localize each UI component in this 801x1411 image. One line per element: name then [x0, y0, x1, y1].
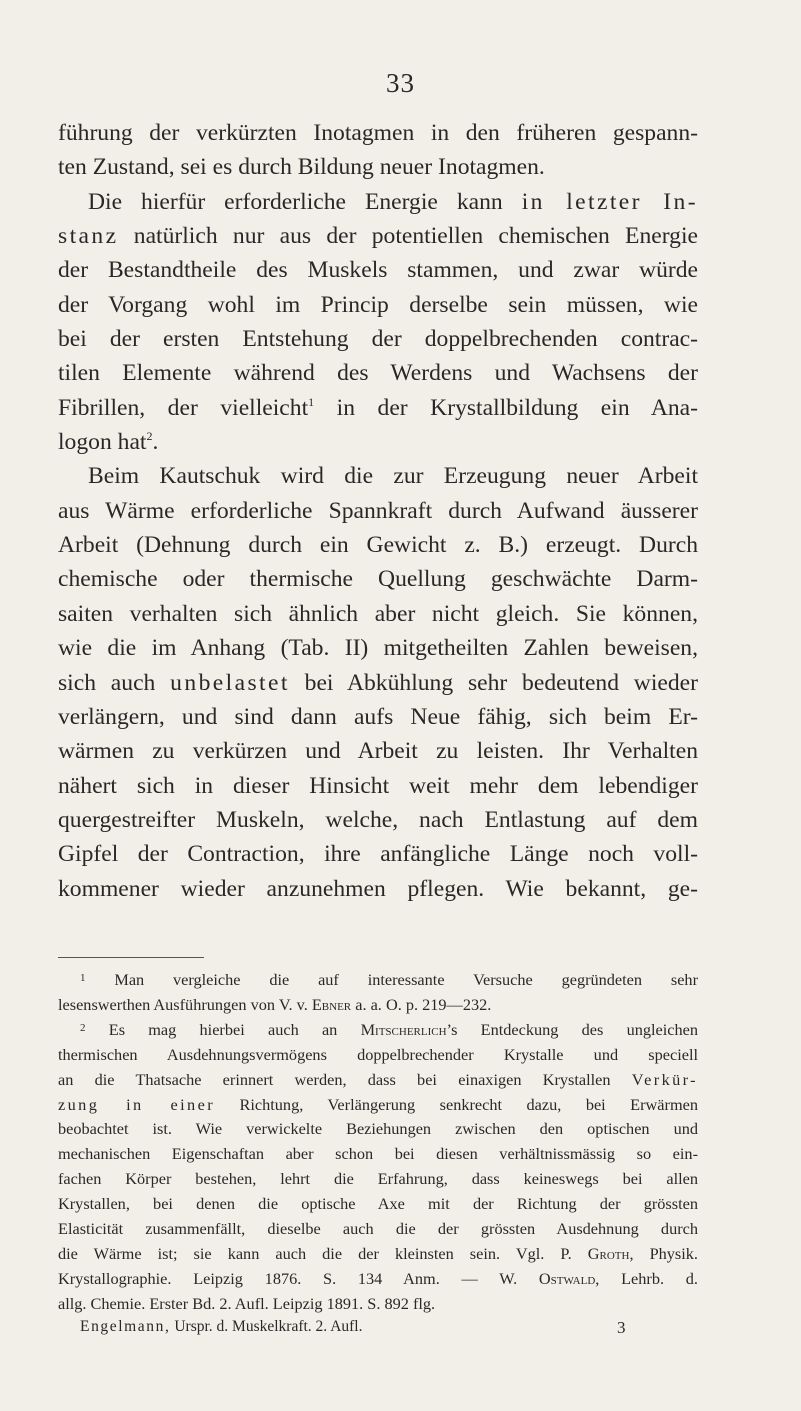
author-name: Mitscherlich — [360, 1019, 447, 1039]
spaced-emphasis: unbelastet — [170, 669, 290, 696]
footnote-line: Krystallographie. Leipzig 1876. S. 134 Anm. — W. Ostwald, Lehrb. d. — [58, 1268, 698, 1288]
author-name: Ostwald — [538, 1268, 596, 1288]
text-line: wärmen zu verkürzen und Arbeit zu leisten. Ihr Verhalten — [58, 738, 698, 765]
footnote-line: allg. Chemie. Erster Bd. 2. Aufl. Leipzig 1891. S. 892 flg. — [58, 1293, 436, 1313]
text-line: verlängern, und sind dann aufs Neue fähig, sich beim Er- — [58, 703, 698, 730]
text-line: der Bestandtheile des Muskels stammen, und zwar würde — [58, 257, 698, 284]
text-line: chemische oder thermische Quellung geschwächte Darm- — [58, 566, 698, 593]
footnote-ref: 2 — [146, 429, 153, 444]
text-line: Die hierfür erforderliche Energie kann in letzter In- — [88, 188, 699, 215]
footnote-marker: 1 — [80, 972, 86, 984]
text-line: Beim Kautschuk wird die zur Erzeugung neuer Arbeit — [88, 463, 698, 490]
text-line: nähert sich in dieser Hinsicht weit mehr dem lebendiger — [58, 772, 698, 799]
footnote-line: $^1$ Man vergleiche die auf interessante Versuche gegründeten sehr — [80, 970, 698, 989]
signature-title: Urspr. d. Muskelkraft. 2. Aufl. — [174, 1318, 363, 1335]
text-line: quergestreifter Muskeln, welche, nach Entlastung auf dem — [58, 806, 698, 833]
footnote-line: beobachtet ist. Wie verwickelte Beziehungen zwischen den optischen und — [58, 1119, 698, 1139]
text-line: führung der verkürzten Inotagmen in den früheren gespann- — [58, 120, 698, 146]
spaced-emphasis: stanz — [58, 223, 119, 250]
author-name: Ebner — [311, 994, 352, 1014]
footnote-line: die Wärme ist; sie kann auch die der kleinsten sein. Vgl. P. Groth, Physik. — [58, 1243, 698, 1263]
footnote-line: $^2$ Es mag hierbei auch an Mitscherlich’s Entdeckung des ungleichen — [80, 1019, 699, 1039]
signature-mark: 3 — [617, 1318, 626, 1337]
text-line: bei der ersten Entstehung der doppelbrechenden contrac- — [58, 326, 698, 353]
footnote-line: mechanischen Eigenschaftan aber schon bei diesen verhältnissmässig so ein- — [58, 1144, 698, 1164]
spaced-emphasis: zung in einer — [58, 1094, 216, 1114]
footnote-line: Elasticität zusammenfällt, dieselbe auch die der grössten Ausdehnung durch — [58, 1219, 698, 1239]
footnote-marker: 2 — [80, 1021, 86, 1034]
footnote-ref: 1 — [308, 394, 315, 409]
publisher-name: Engelmann, — [80, 1318, 171, 1335]
text-line: stanz natürlich nur aus der potentiellen chemischen Energie — [58, 223, 698, 250]
body-text — [58, 116, 698, 906]
text-line: tilen Elemente während des Werdens und Wachsens der — [58, 360, 698, 387]
text-line: logon hat$^2$. — [58, 429, 159, 456]
footnote-line: lesenswerthen Ausführungen von V. v. Ebner a. a. O. p. 219—232. — [58, 994, 492, 1014]
text-line: Gipfel der Contraction, ihre anfängliche Länge noch voll- — [58, 841, 698, 868]
author-name: Groth — [587, 1243, 630, 1263]
spaced-emphasis: in letzter In- — [521, 188, 699, 215]
footnote-line: fachen Körper bestehen, lehrt die Erfahrung, dass keineswegs bei allen — [58, 1169, 698, 1189]
footnote-line: thermischen Ausdehnungsvermögens doppelbrechender Krystalle und speciell — [58, 1044, 698, 1064]
text-line: ten Zustand, sei es durch Bildung neuer Inotagmen. — [58, 154, 545, 181]
text-line: kommener wieder anzunehmen pflegen. Wie bekannt, ge- — [58, 875, 698, 902]
footnote-line: Krystallen, bei denen die optische Axe mit der Richtung der grössten — [58, 1194, 698, 1214]
footnote-divider — [58, 957, 204, 958]
footnote-line: zung in einer Richtung, Verlängerung senkrecht dazu, bei Erwärmen — [58, 1094, 698, 1114]
footnotes — [58, 968, 698, 1317]
text-line: Arbeit (Dehnung durch ein Gewicht z. B.) erzeugt. Durch — [58, 532, 698, 559]
text-line: sich auch unbelastet bei Abkühlung sehr bedeutend wieder — [58, 669, 698, 696]
printer-signature — [80, 1317, 640, 1337]
text-line: aus Wärme erforderliche Spannkraft durch Aufwand äusserer — [58, 497, 698, 524]
spaced-emphasis: Verkür- — [631, 1069, 698, 1089]
text-line: Fibrillen, der vielleicht$^1$ in der Krystallbildung ein Ana- — [58, 394, 699, 421]
footnote-line: an die Thatsache erinnert werden, dass bei einaxigen Krystallen Verkür- — [58, 1069, 698, 1089]
text-line: saiten verhalten sich ähnlich aber nicht gleich. Sie können, — [58, 600, 698, 627]
page-number: 33 — [386, 68, 415, 98]
text-line: wie die im Anhang (Tab. II) mitgetheilten Zahlen beweisen, — [58, 635, 698, 662]
text-line: der Vorgang wohl im Princip derselbe sein müssen, wie — [58, 291, 698, 318]
